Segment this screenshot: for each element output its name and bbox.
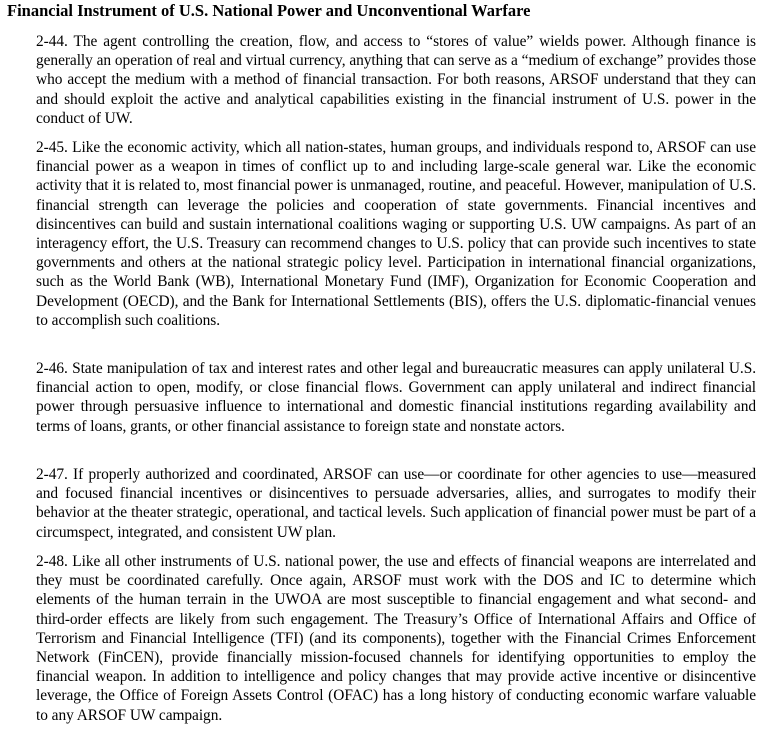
- paragraph-2-48: 2-48. Like all other instruments of U.S. national power, the use and effects of financial weapons are interrelated and they must be coordinated carefully. Once again, ARSOF must work with the DOS and IC to determine which elements of the human terrain in the UWOA are most susceptible to financial engagement and what second- and third-order effects are likely from such engagement. The Treasury’s Office of International Affairs and Office of Terrorism and Financial Intelligence (TFI) (and its components), together with the Financial Crimes Enforcement Network (FinCEN), provide financially mission-focused channels for identifying opportunities to employ the financial weapon. In addition to intelligence and policy changes that may provide active incentive or disincentive leverage, the Office of Foreign Assets Control (OFAC) has a long history of conducting economic warfare valuable to any ARSOF UW campaign.: [36, 553, 756, 724]
- section-heading: Financial Instrument of U.S. National Power and Unconventional Warfare: [7, 1, 531, 20]
- paragraph-2-46: 2-46. State manipulation of tax and interest rates and other legal and bureaucratic measures can apply unilateral U.S. financial action to open, modify, or close financial flows. Government can apply unilateral and indirect financial power through persuasive influence to international and domestic financial institutions regarding availability and terms of loans, grants, or other financial assistance to foreign state and nonstate actors.: [36, 360, 756, 435]
- paragraph-2-47: 2-47. If properly authorized and coordinated, ARSOF can use—or coordinate for other agencies to use—measured and focused financial incentives or disincentives to persuade adversaries, allies, and surrogates to modify their behavior at the theater strategic, operational, and tactical levels. Such application of financial power must be part of a circumspect, integrated, and consistent UW plan.: [36, 466, 756, 541]
- paragraph-2-44: 2-44. The agent controlling the creation, flow, and access to “stores of value” wields power. Although finance is generally an operation of real and virtual currency, anything that can serve as a “medium of exchange” provides those who accept the medium with a method of financial transaction. For both reasons, ARSOF understand that they can and should exploit the active and analytical capabilities existing in the financial instrument of U.S. power in the conduct of UW.: [36, 33, 756, 127]
- paragraph-2-45: 2-45. Like the economic activity, which all nation-states, human groups, and individuals respond to, ARSOF can use financial power as a weapon in times of conflict up to and including large-scale general war. Like the economic activity that it is related to, most financial power is unmanaged, routine, and peaceful. However, manipulation of U.S. financial strength can leverage the policies and cooperation of state governments. Financial incentives and disincentives can build and sustain international coalitions waging or supporting U.S. UW campaigns. As part of an interagency effort, the U.S. Treasury can recommend changes to U.S. policy that can provide such incentives to state governments and others at the national strategic policy level. Participation in international financial organizations, such as the World Bank (WB), International Monetary Fund (IMF), Organization for Economic Cooperation and Development (OECD), and the Bank for International Settlements (BIS), offers the U.S. diplomatic-financial venues to accomplish such coalitions.: [36, 139, 756, 329]
